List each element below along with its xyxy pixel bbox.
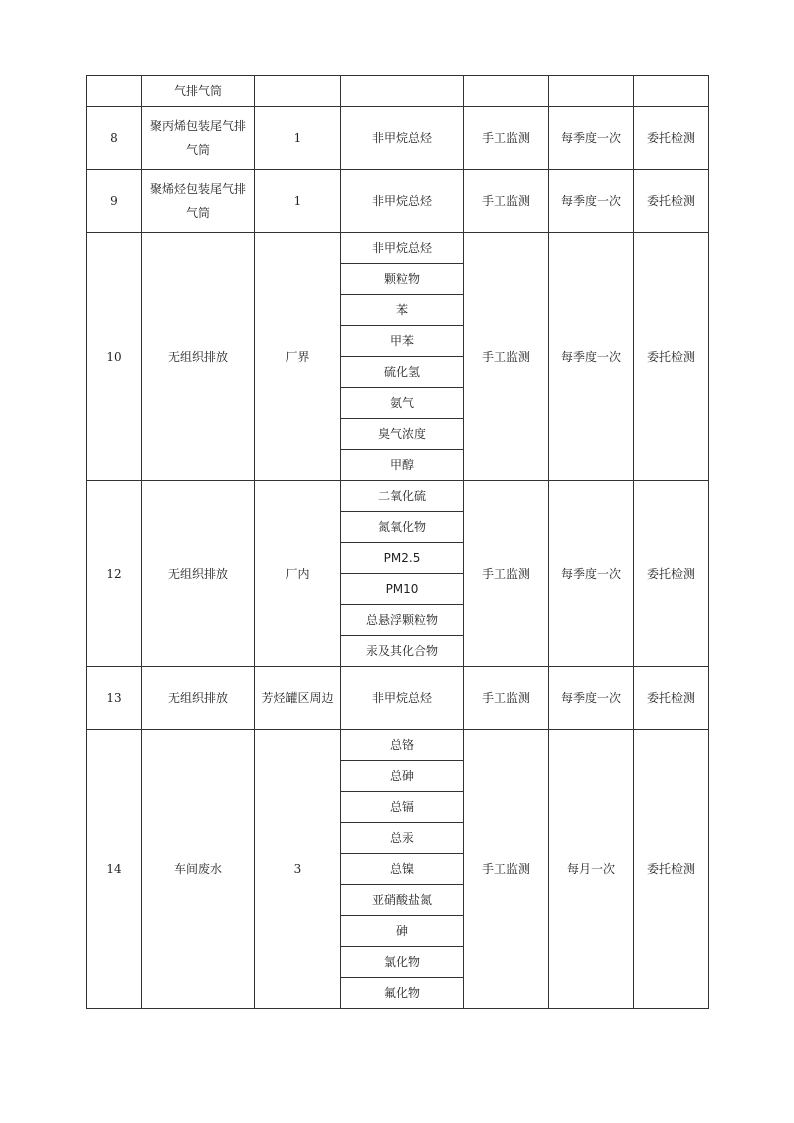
table-row-12 <box>87 481 709 512</box>
cell-point: 厂内 <box>255 481 341 667</box>
cell-item: 非甲烷总烃 <box>341 233 464 264</box>
cell-no: 14 <box>87 730 142 1009</box>
cell-frequency: 每季度一次 <box>549 170 634 233</box>
table-row-10 <box>87 233 709 264</box>
cell-method: 手工监测 <box>464 667 549 730</box>
cell-frequency: 每季度一次 <box>549 481 634 667</box>
cell-point: 1 <box>255 170 341 233</box>
cell-item: 臭气浓度 <box>341 419 464 450</box>
table-row-13 <box>87 667 709 730</box>
cell-no <box>87 76 142 107</box>
cell-source: 聚烯烃包装尾气排气筒 <box>142 170 255 233</box>
table-row-continued <box>87 76 709 107</box>
cell-source: 车间废水 <box>142 730 255 1009</box>
cell-source: 气排气筒 <box>142 76 255 107</box>
cell-item: 硫化氢 <box>341 357 464 388</box>
cell-item <box>341 76 464 107</box>
cell-no: 13 <box>87 667 142 730</box>
cell-mode: 委托检测 <box>634 730 709 1009</box>
cell-mode: 委托检测 <box>634 667 709 730</box>
cell-frequency <box>549 76 634 107</box>
cell-item: 非甲烷总烃 <box>341 170 464 233</box>
cell-item: 氯化物 <box>341 947 464 978</box>
cell-frequency: 每季度一次 <box>549 233 634 481</box>
cell-mode: 委托检测 <box>634 170 709 233</box>
cell-frequency: 每季度一次 <box>549 667 634 730</box>
cell-point: 厂界 <box>255 233 341 481</box>
cell-item: PM2.5 <box>341 543 464 574</box>
cell-frequency: 每月一次 <box>549 730 634 1009</box>
cell-method: 手工监测 <box>464 170 549 233</box>
cell-item: 二氧化硫 <box>341 481 464 512</box>
cell-mode: 委托检测 <box>634 107 709 170</box>
cell-item: 氨气 <box>341 388 464 419</box>
cell-item: 总汞 <box>341 823 464 854</box>
table-row-9 <box>87 170 709 233</box>
cell-item: 总镉 <box>341 792 464 823</box>
cell-item: 颗粒物 <box>341 264 464 295</box>
table-row-14 <box>87 730 709 761</box>
cell-item: 汞及其化合物 <box>341 636 464 667</box>
cell-item: 氮氧化物 <box>341 512 464 543</box>
cell-method: 手工监测 <box>464 233 549 481</box>
cell-item: 非甲烷总烃 <box>341 667 464 730</box>
cell-mode: 委托检测 <box>634 233 709 481</box>
cell-item: 总镍 <box>341 854 464 885</box>
cell-no: 9 <box>87 170 142 233</box>
cell-method: 手工监测 <box>464 107 549 170</box>
cell-point: 芳烃罐区周边 <box>255 667 341 730</box>
cell-no: 10 <box>87 233 142 481</box>
cell-no: 12 <box>87 481 142 667</box>
cell-item: 总铬 <box>341 730 464 761</box>
cell-item: 甲苯 <box>341 326 464 357</box>
cell-item: PM10 <box>341 574 464 605</box>
cell-item: 苯 <box>341 295 464 326</box>
cell-method: 手工监测 <box>464 730 549 1009</box>
cell-point: 3 <box>255 730 341 1009</box>
cell-item: 总悬浮颗粒物 <box>341 605 464 636</box>
cell-method <box>464 76 549 107</box>
cell-source: 无组织排放 <box>142 667 255 730</box>
cell-item: 非甲烷总烃 <box>341 107 464 170</box>
cell-item: 砷 <box>341 916 464 947</box>
cell-point <box>255 76 341 107</box>
table-row-8 <box>87 107 709 170</box>
cell-item: 亚硝酸盐氮 <box>341 885 464 916</box>
cell-item: 氟化物 <box>341 978 464 1009</box>
cell-source: 聚丙烯包装尾气排气筒 <box>142 107 255 170</box>
cell-source: 无组织排放 <box>142 233 255 481</box>
cell-no: 8 <box>87 107 142 170</box>
cell-method: 手工监测 <box>464 481 549 667</box>
cell-mode <box>634 76 709 107</box>
monitoring-table <box>86 75 709 1009</box>
cell-point: 1 <box>255 107 341 170</box>
cell-item: 甲醇 <box>341 450 464 481</box>
cell-frequency: 每季度一次 <box>549 107 634 170</box>
cell-item: 总砷 <box>341 761 464 792</box>
cell-source: 无组织排放 <box>142 481 255 667</box>
cell-mode: 委托检测 <box>634 481 709 667</box>
